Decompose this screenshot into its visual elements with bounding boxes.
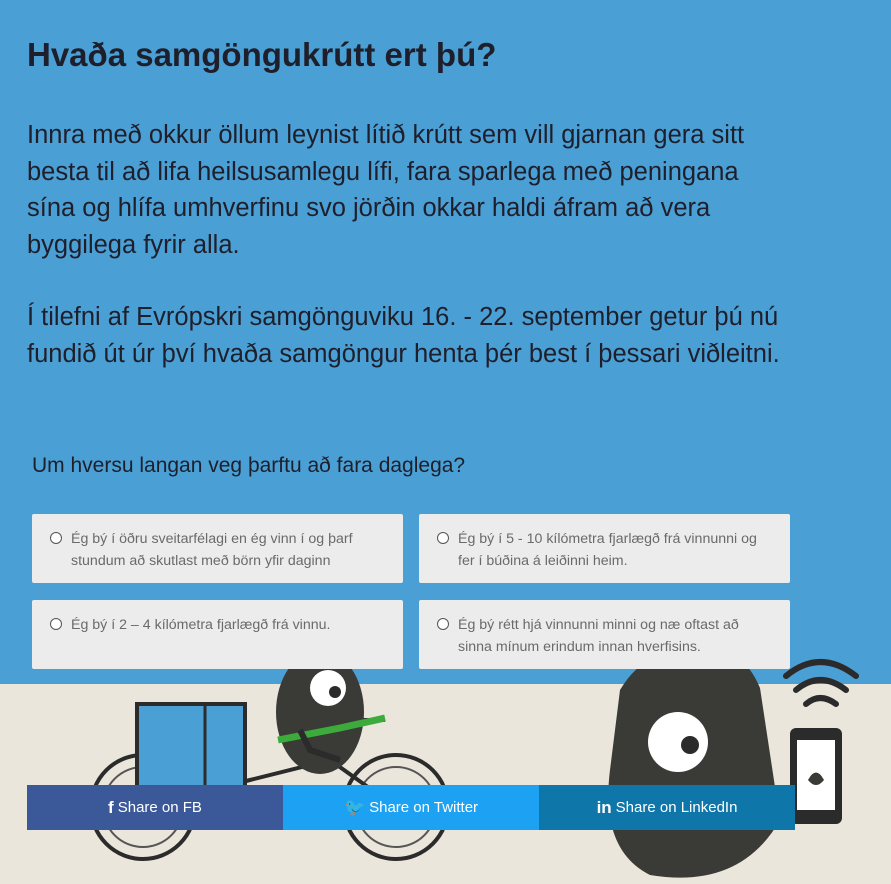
radio-unchecked-icon[interactable] bbox=[437, 618, 449, 630]
answer-option-1[interactable] bbox=[32, 514, 403, 583]
share-twitter-label: Share on Twitter bbox=[369, 799, 479, 816]
answer-label: Ég bý í 2 – 4 kílómetra fjarlægð frá vinnu. bbox=[71, 617, 331, 633]
share-twitter-button[interactable] bbox=[283, 785, 539, 830]
answer-option-3[interactable] bbox=[32, 600, 403, 669]
linkedin-icon: in bbox=[596, 797, 612, 817]
answer-option-4[interactable] bbox=[419, 600, 790, 669]
radio-unchecked-icon[interactable] bbox=[437, 532, 449, 544]
share-linkedin-label: Share on LinkedIn bbox=[615, 799, 738, 816]
answer-option-2[interactable] bbox=[419, 514, 790, 583]
facebook-icon: f bbox=[108, 797, 114, 817]
question-text: Um hversu langan veg þarftu að fara daglega? bbox=[32, 454, 466, 477]
share-linkedin-button[interactable] bbox=[539, 785, 795, 830]
answer-label: Ég bý í öðru sveitarfélagi en ég vinn í og þarf stundum að skutlast með börn yfir daginn bbox=[71, 531, 353, 569]
radio-unchecked-icon[interactable] bbox=[50, 532, 62, 544]
twitter-icon: 🐦 bbox=[343, 797, 366, 817]
answer-label: Ég bý í 5 - 10 kílómetra fjarlægð frá vinnunni og fer í búðina á leiðinni heim. bbox=[458, 531, 757, 569]
answer-label: Ég bý rétt hjá vinnunni minni og næ oftast að sinna mínum erindum innan hverfisins. bbox=[458, 617, 739, 655]
intro-paragraph: Innra með okkur öllum leynist lítið krútt sem vill gjarnan gera sitt besta til að lifa heilsusamlegu lífi, fara sparlega með peningana sína og hlífa umhverfinu svo jörðin okkar haldi áfram að vera byggilega fyrir alla. bbox=[27, 121, 745, 260]
page-title: Hvaða samgöngukrútt ert þú? bbox=[27, 36, 497, 73]
share-fb-label: Share on FB bbox=[117, 799, 202, 816]
share-fb-button[interactable] bbox=[27, 785, 283, 830]
event-paragraph: Í tilefni af Evrópskri samgönguviku 16. - 22. september getur þú nú fundið út úr því hvaða samgöngur henta þér best í þessari viðleitni. bbox=[27, 303, 780, 368]
radio-unchecked-icon[interactable] bbox=[50, 618, 62, 630]
